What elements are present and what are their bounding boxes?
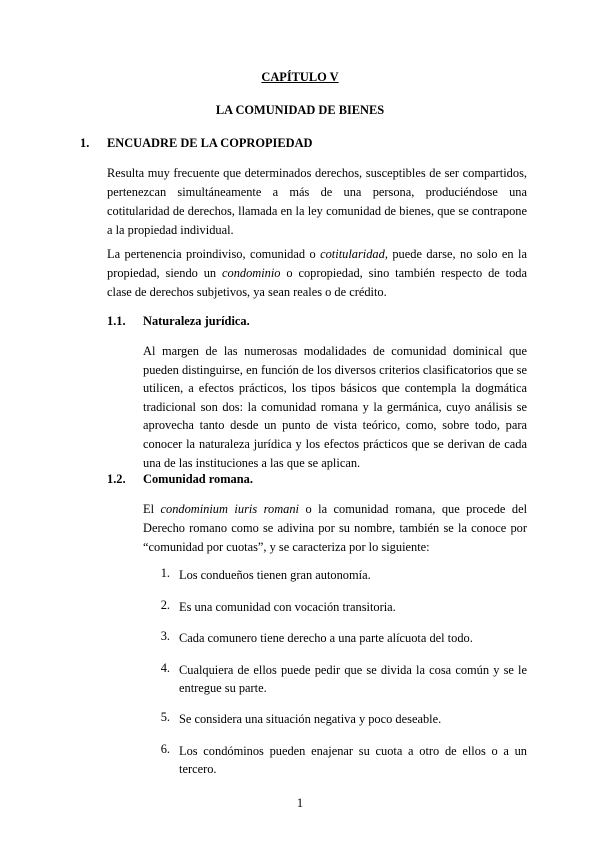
paragraph-4-term-condominium: condominium iuris romani (160, 502, 299, 516)
list-item-number: 1. (160, 566, 170, 580)
paragraph-4-text-a: El (143, 502, 161, 516)
list-item-text: Se considera una situación negativa y poco deseable. (179, 712, 442, 726)
paragraph-4 (143, 500, 527, 557)
list-item-text: Los condóminos pueden enajenar su cuota a otro de ellos o a un tercero. (179, 744, 527, 776)
list-item-text: Cada comunero tiene derecho a una parte alícuota del todo. (179, 631, 473, 645)
list-item-text: Cualquiera de ellos puede pedir que se divida la cosa común y se le entregue su parte. (179, 663, 527, 695)
list-item-text: Es una comunidad con vocación transitoria. (179, 600, 396, 614)
section-1-1-title: Naturaleza jurídica. (143, 314, 250, 328)
section-1-2-title: Comunidad romana. (143, 472, 253, 486)
paragraph-2-term-condominio: condominio (222, 266, 281, 280)
paragraph-2-text-e: o copropiedad, sino también respecto de toda clase de derechos subjetivos, ya sean reales o de crédito. (107, 266, 527, 299)
paragraph-1: Resulta muy frecuente que determinados derechos, susceptibles de ser compartidos, pertenezcan simultáneamente a más de una persona, produciéndose una cotitularidad de derechos, llamada en la ley comunidad de bienes, que se contrapone a la propiedad individual. (107, 166, 527, 237)
section-1-2-number: 1.2. (107, 472, 126, 486)
list-item-number: 6. (160, 742, 170, 756)
chapter-title: CAPÍTULO V (261, 70, 339, 84)
list-item-number: 4. (160, 661, 170, 675)
list-item-text: Los condueños tienen gran autonomía. (179, 568, 371, 582)
section-1-title: ENCUADRE DE LA COPROPIEDAD (107, 136, 313, 150)
paragraph-2-term-cotitularidad: cotitularidad (320, 247, 385, 261)
paragraph-3: Al margen de las numerosas modalidades de comunidad dominical que pueden distinguirse, en función de los diversos criterios clasificatorios que se utilicen, a efectos prácticos, los tipos básicos que contempla la dogmática tradicional son dos: la comunidad romana y la germánica, cuyo análisis se aprovecha tanto desde un punto de vista teórico, como, sobre todo, para conocer la naturaleza jurídica y los efectos prácticos que se derivan de cada una de las instituciones a las que se aplican. (143, 344, 527, 470)
chapter-subtitle: LA COMUNIDAD DE BIENES (215, 103, 385, 117)
section-1-1-number: 1.1. (107, 314, 126, 328)
paragraph-2 (107, 245, 527, 302)
paragraph-2-text-a: La pertenencia proindiviso, comunidad o (107, 247, 321, 261)
list-item-number: 5. (160, 710, 170, 724)
section-1-number: 1. (80, 136, 90, 150)
list-item-number: 3. (160, 629, 170, 643)
paragraph-4-text-c: o la comunidad romana, que procede del Derecho romano como se adivina por su nombre, también se la conoce por “comunidad por cuotas”, y se caracteriza por lo siguiente: (143, 502, 528, 554)
paragraph-2-text-c: , puede darse, no solo en la propiedad, siendo un (107, 247, 527, 280)
page-number: 1 (296, 796, 304, 810)
list-item-number: 2. (160, 598, 170, 612)
